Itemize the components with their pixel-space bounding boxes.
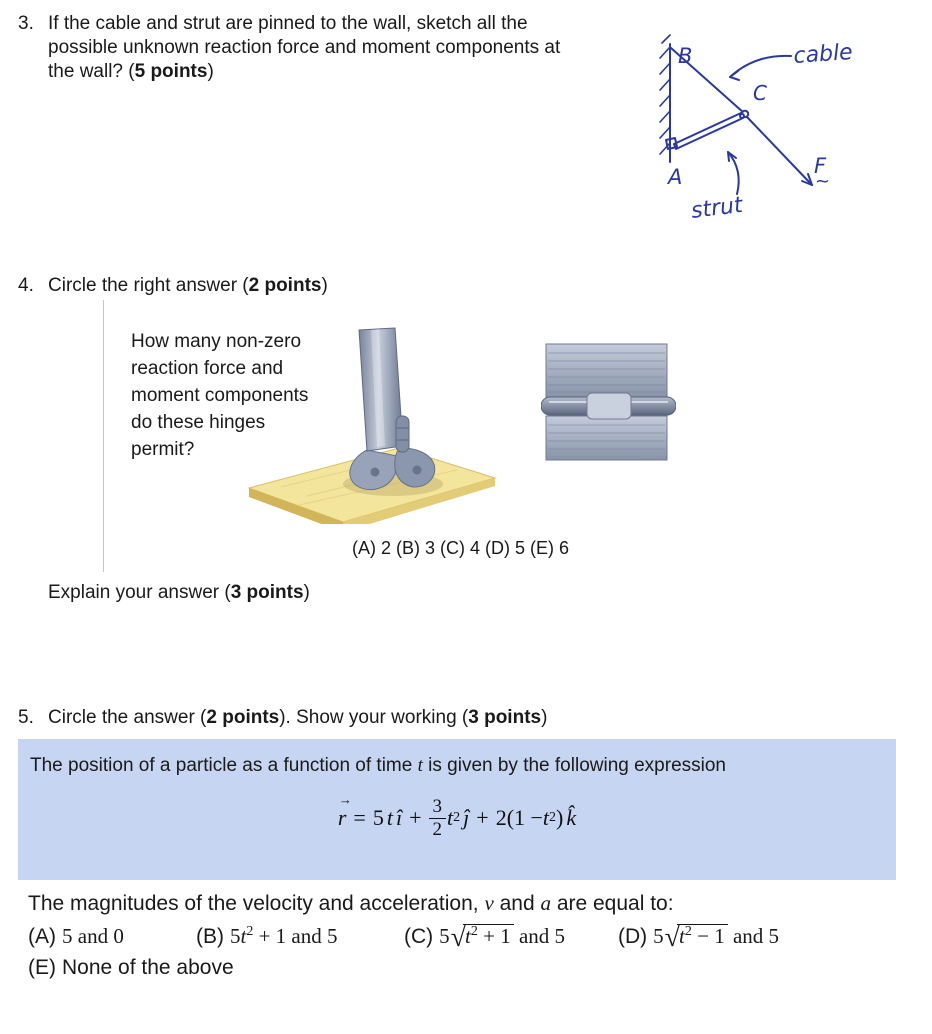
q5-var-v: v <box>484 891 494 915</box>
choice-c-rad-sup: 2 <box>470 924 478 939</box>
q5-question-post: are equal to: <box>550 892 674 915</box>
sketch-label-b: B <box>678 44 693 68</box>
question-4-number: 4. <box>18 275 34 296</box>
position-formula: → r = 5 t î + $\frac{3}{2}$ t 2 ĵ + 2(1 − t 2 ) k̂ <box>337 792 577 840</box>
bottom-plate <box>546 416 667 460</box>
choice-e-label: (E) <box>28 956 56 979</box>
q5-points1-bold: 2 points <box>206 707 280 728</box>
cable-label-pointer <box>730 56 791 77</box>
q4-title-pre: Circle the right answer ( <box>48 275 249 296</box>
choice-a-text: 5 and 0 <box>62 924 124 948</box>
q4-prompt-line-1: How many non-zero <box>131 331 302 352</box>
choice-d-label: (D) <box>618 925 648 948</box>
term2-var: t <box>447 805 454 831</box>
q3-points-bold: 5 points <box>134 61 208 82</box>
question-5-number: 5. <box>18 707 34 728</box>
q5-magnitudes-line <box>28 891 674 916</box>
sketch-label-strut: strut <box>689 192 745 224</box>
q5-var-a: a <box>540 891 551 915</box>
q5-problem-box <box>18 739 896 880</box>
term2-jhat: ĵ <box>463 805 470 831</box>
hinge-photo-door <box>241 324 501 524</box>
q5-points2-bold: 3 points <box>468 707 542 728</box>
question-5 <box>18 706 547 730</box>
top-plate <box>546 344 667 398</box>
strut-line <box>674 113 743 149</box>
q5-choice-b <box>196 924 338 949</box>
q4-prompt-line-5: permit? <box>131 439 195 460</box>
cable-force-line <box>747 117 812 185</box>
choice-c-coef: 5 <box>439 924 450 948</box>
vector-arrow: → <box>338 792 352 808</box>
wall-hatching <box>660 35 670 154</box>
q4-answer-options: (A) 2 (B) 3 (C) 4 (D) 5 (E) 6 <box>352 538 570 558</box>
q4-figure-block <box>103 300 715 572</box>
choice-d-tail: and 5 <box>727 924 780 948</box>
formula-plus-2: + <box>476 805 489 831</box>
choice-b-math <box>230 924 338 948</box>
choice-d-math: $5√t^2 - 1$ and 5 <box>653 922 780 953</box>
term3-var: t <box>542 805 550 831</box>
choice-c-rad-var: t <box>465 924 471 948</box>
question-5-title <box>48 706 547 730</box>
q3-line-2: possible unknown reaction force and moment components at <box>48 37 561 58</box>
q5-choices-row <box>0 924 932 960</box>
q3-line-1: If the cable and strut are pinned to the wall, sketch all the <box>48 13 528 34</box>
q4-explain-points-bold: 3 points <box>230 582 304 603</box>
formula-plus-1: + <box>409 805 422 831</box>
fraction-three-halves <box>429 797 447 840</box>
sketch-label-a: A <box>668 165 683 189</box>
q5-statement-pre: The position of a particle as a function of time <box>30 755 418 776</box>
choice-c-math: $5√t^2 + 1$ and 5 <box>439 922 566 953</box>
q5-title-post: ) <box>541 707 548 728</box>
r-vector <box>337 792 352 831</box>
choice-a-label: (A) <box>28 925 56 948</box>
q4-points-bold: 2 points <box>248 275 322 296</box>
choice-d-rad-var: t <box>679 924 685 948</box>
question-4 <box>18 274 328 298</box>
choice-b-label: (B) <box>196 925 224 948</box>
term3-pre: 2(1 − <box>495 805 543 831</box>
choice-b-sup: 2 <box>246 924 254 939</box>
choice-b-tail: + 1 and 5 <box>253 924 338 948</box>
hinge-knuckle <box>396 416 409 452</box>
term3-close: ) <box>556 805 564 831</box>
strut-end-pin <box>740 114 744 118</box>
choice-d-coef: 5 <box>653 924 664 948</box>
choice-e-text: None of the above <box>62 956 234 979</box>
choice-d-radicand <box>677 924 728 947</box>
hinge-photo-pin <box>541 342 676 464</box>
q5-title-pre: Circle the answer ( <box>48 707 207 728</box>
q5-question-mid: and <box>493 892 541 915</box>
q5-question-pre: The magnitudes of the velocity and acceleration, <box>28 892 485 915</box>
choice-c-rad-rest: + 1 <box>477 924 511 948</box>
q4-prompt-line-2: reaction force and <box>131 358 284 379</box>
q4-title-post: ) <box>321 275 328 296</box>
question-3-number: 3. <box>18 13 34 34</box>
q5-choice-e <box>28 956 234 980</box>
choice-b-coef: 5 <box>230 924 241 948</box>
q3-line-3 <box>48 60 560 84</box>
q4-explain-line <box>48 582 310 604</box>
sketch-label-c: C <box>753 81 767 105</box>
pin-center-sleeve <box>587 393 631 419</box>
term3-khat: k̂ <box>566 805 577 831</box>
q3-line-3-pre: the wall? ( <box>48 61 135 82</box>
choice-c-label: (C) <box>404 925 434 948</box>
q5-statement-var-t: t <box>417 755 423 776</box>
choice-d-rad-rest: − 1 <box>691 924 725 948</box>
pin-a-square <box>666 138 677 149</box>
sketch-label-f: F <box>814 154 827 178</box>
q4-prompt-line-3: moment components <box>131 385 309 406</box>
term1-var: t <box>386 805 393 831</box>
choice-c-radicand <box>463 924 514 947</box>
question-3-text <box>48 12 560 84</box>
q5-choice-d <box>618 922 780 953</box>
term1-ihat: î <box>395 805 403 831</box>
q5-choice-c <box>404 922 566 953</box>
question-4-title <box>48 274 328 298</box>
sketch-label-f-tilde: ~ <box>815 171 831 192</box>
q5-statement-post: is given by the following expression <box>422 755 726 776</box>
choice-d-rad-sup: 2 <box>684 924 692 939</box>
formula-r: r <box>337 805 347 831</box>
sketch-label-cable: cable <box>792 39 854 69</box>
formula-equals: = <box>353 805 366 831</box>
q3-line-3-post: ) <box>207 61 214 82</box>
q4-explain-pre: Explain your answer ( <box>48 582 231 603</box>
q3-sketch-figure <box>650 34 892 236</box>
q5-problem-statement <box>30 755 886 777</box>
choice-b-var: t <box>240 924 247 948</box>
choice-c-tail: and 5 <box>513 924 566 948</box>
q5-title-mid: ). Show your working ( <box>279 707 469 728</box>
question-3 <box>18 12 658 84</box>
screw-icon <box>371 468 380 477</box>
fraction-denominator: 2 <box>432 818 443 840</box>
screw-icon <box>413 466 422 475</box>
q4-explain-post: ) <box>303 582 310 603</box>
q4-prompt-line-4: do these hinges <box>131 412 266 433</box>
q5-choice-a <box>28 924 124 949</box>
term1-coef: 5 <box>372 805 384 831</box>
fraction-numerator: 3 <box>429 797 447 819</box>
